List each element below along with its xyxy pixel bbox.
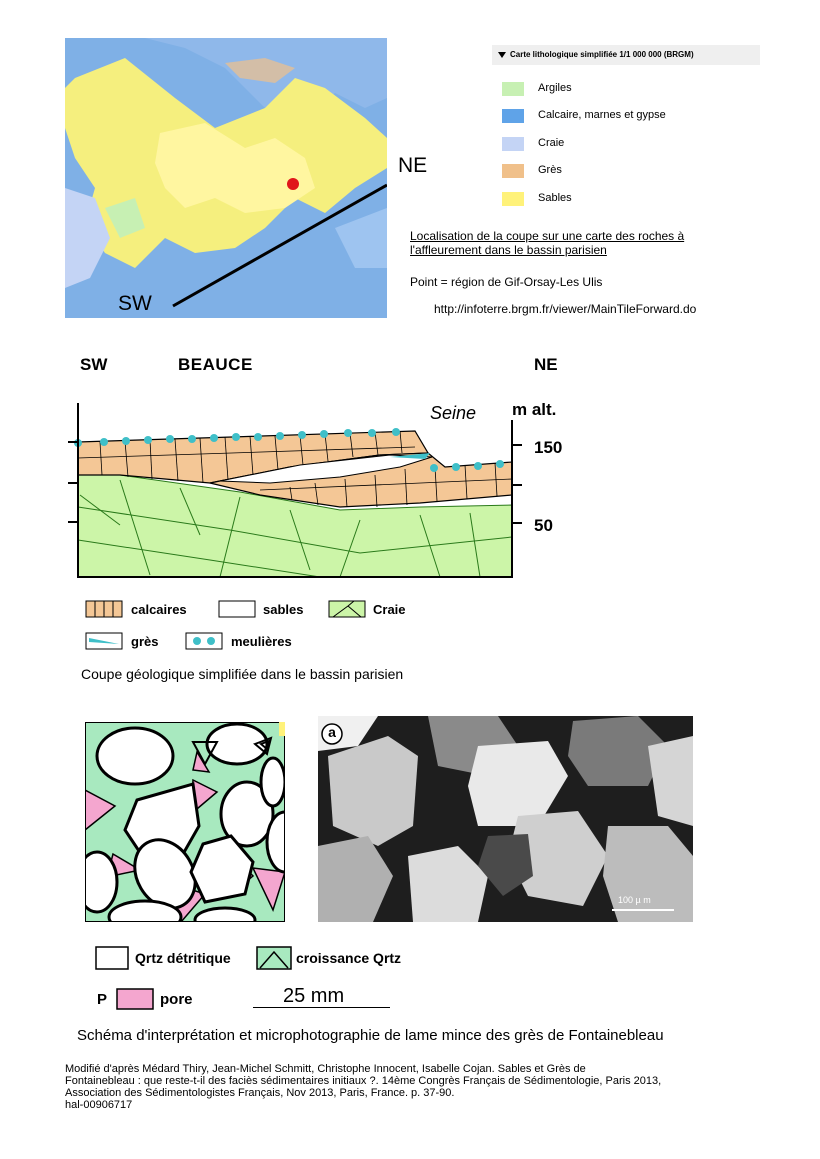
craie-swatch — [328, 600, 366, 618]
legend-qrtz-detritique: Qrtz détritique — [135, 950, 231, 966]
map-legend — [492, 45, 760, 217]
microphotograph — [318, 716, 693, 922]
panel-label-a: a — [328, 724, 336, 740]
legend-gres: grès — [131, 634, 159, 649]
legend-p: P — [97, 991, 108, 1008]
legend-label: Craie — [538, 137, 565, 149]
point-note: Point = région de Gif-Orsay-Les Ulis — [410, 275, 603, 289]
legend-label: Grès — [538, 164, 562, 176]
legend-swatch — [502, 82, 524, 96]
calcaires-swatch — [85, 600, 123, 618]
reference-block — [65, 1063, 765, 1111]
scale-line — [253, 1007, 390, 1008]
scale-bar-label: 100 µ m — [618, 895, 651, 905]
legend-header[interactable] — [492, 45, 760, 65]
axis-label: m alt. — [512, 400, 557, 419]
reference-line-3: Association des Sédimentologistes Français, Nov 2013, Paris, France. p. 37-90. — [65, 1087, 455, 1099]
legend-sables: sables — [263, 602, 304, 617]
legend-label: Argiles — [538, 82, 572, 94]
gres-swatch — [85, 632, 123, 650]
section-label-sw: SW — [80, 355, 108, 374]
legend-label: Sables — [538, 192, 572, 204]
legend-croissance-qrtz: croissance Qrtz — [296, 950, 402, 966]
qrtz-swatch — [95, 946, 129, 970]
reference-line-2: Fontainebleau : que reste-t-il des faciès sédimentaires initiaux ?. 14ème Congrès Français de Sédimentologie, Paris 2013, — [65, 1075, 662, 1087]
legend-label: Calcaire, marnes et gypse — [538, 109, 666, 121]
source-url[interactable]: http://infoterre.brgm.fr/viewer/MainTileForward.do — [434, 302, 697, 316]
section-legend — [85, 598, 425, 656]
location-dot — [287, 178, 299, 190]
meulieres-swatch — [185, 632, 223, 650]
seine-label: Seine — [430, 403, 477, 423]
legend-swatch — [502, 109, 524, 123]
legend-swatch — [502, 192, 524, 206]
geologic-cross-section — [60, 395, 530, 585]
scale-text: 25 mm — [283, 985, 345, 1007]
schema-graphic — [85, 722, 285, 922]
croissance-swatch — [256, 946, 292, 970]
section-caption: Coupe géologique simplifiée dans le bassin parisien — [81, 666, 404, 682]
lithology-map — [65, 38, 387, 318]
map-label-ne: NE — [398, 154, 428, 177]
thin-section-schema — [85, 722, 285, 922]
legend-swatch — [502, 137, 524, 151]
thin-section-caption: Schéma d'interprétation et microphotographie de lame mince des grès de Fontainebleau — [77, 1027, 664, 1044]
map-graphic — [65, 38, 387, 318]
section-label-beauce: BEAUCE — [178, 355, 253, 374]
map-label-sw: SW — [118, 292, 152, 315]
legend-title: Carte lithologique simplifiée 1/1 000 000 (BRGM) — [510, 50, 694, 59]
sables-swatch — [218, 600, 256, 618]
cross-section-graphic — [60, 395, 530, 585]
legend-meulieres: meulières — [231, 634, 292, 649]
tick-label-50: 50 — [534, 516, 553, 535]
legend-pore: pore — [160, 991, 193, 1008]
collapse-triangle-icon[interactable] — [498, 52, 506, 58]
legend-craie: Craie — [373, 602, 406, 617]
legend-swatch — [502, 164, 524, 178]
section-label-ne: NE — [534, 355, 558, 374]
legend-calcaires: calcaires — [131, 602, 187, 617]
reference-line-1: Modifié d'après Médard Thiry, Jean-Michel Schmitt, Christophe Innocent, Isabelle Cojan. Sables et Grès de — [65, 1063, 586, 1075]
micrograph-graphic — [318, 716, 693, 922]
map-caption: Localisation de la coupe sur une carte des roches à l'affleurement dans le bassin parisien — [410, 229, 685, 257]
pore-swatch — [116, 988, 154, 1010]
tick-label-150: 150 — [534, 438, 563, 457]
reference-line-4: hal-00906717 — [65, 1099, 133, 1111]
